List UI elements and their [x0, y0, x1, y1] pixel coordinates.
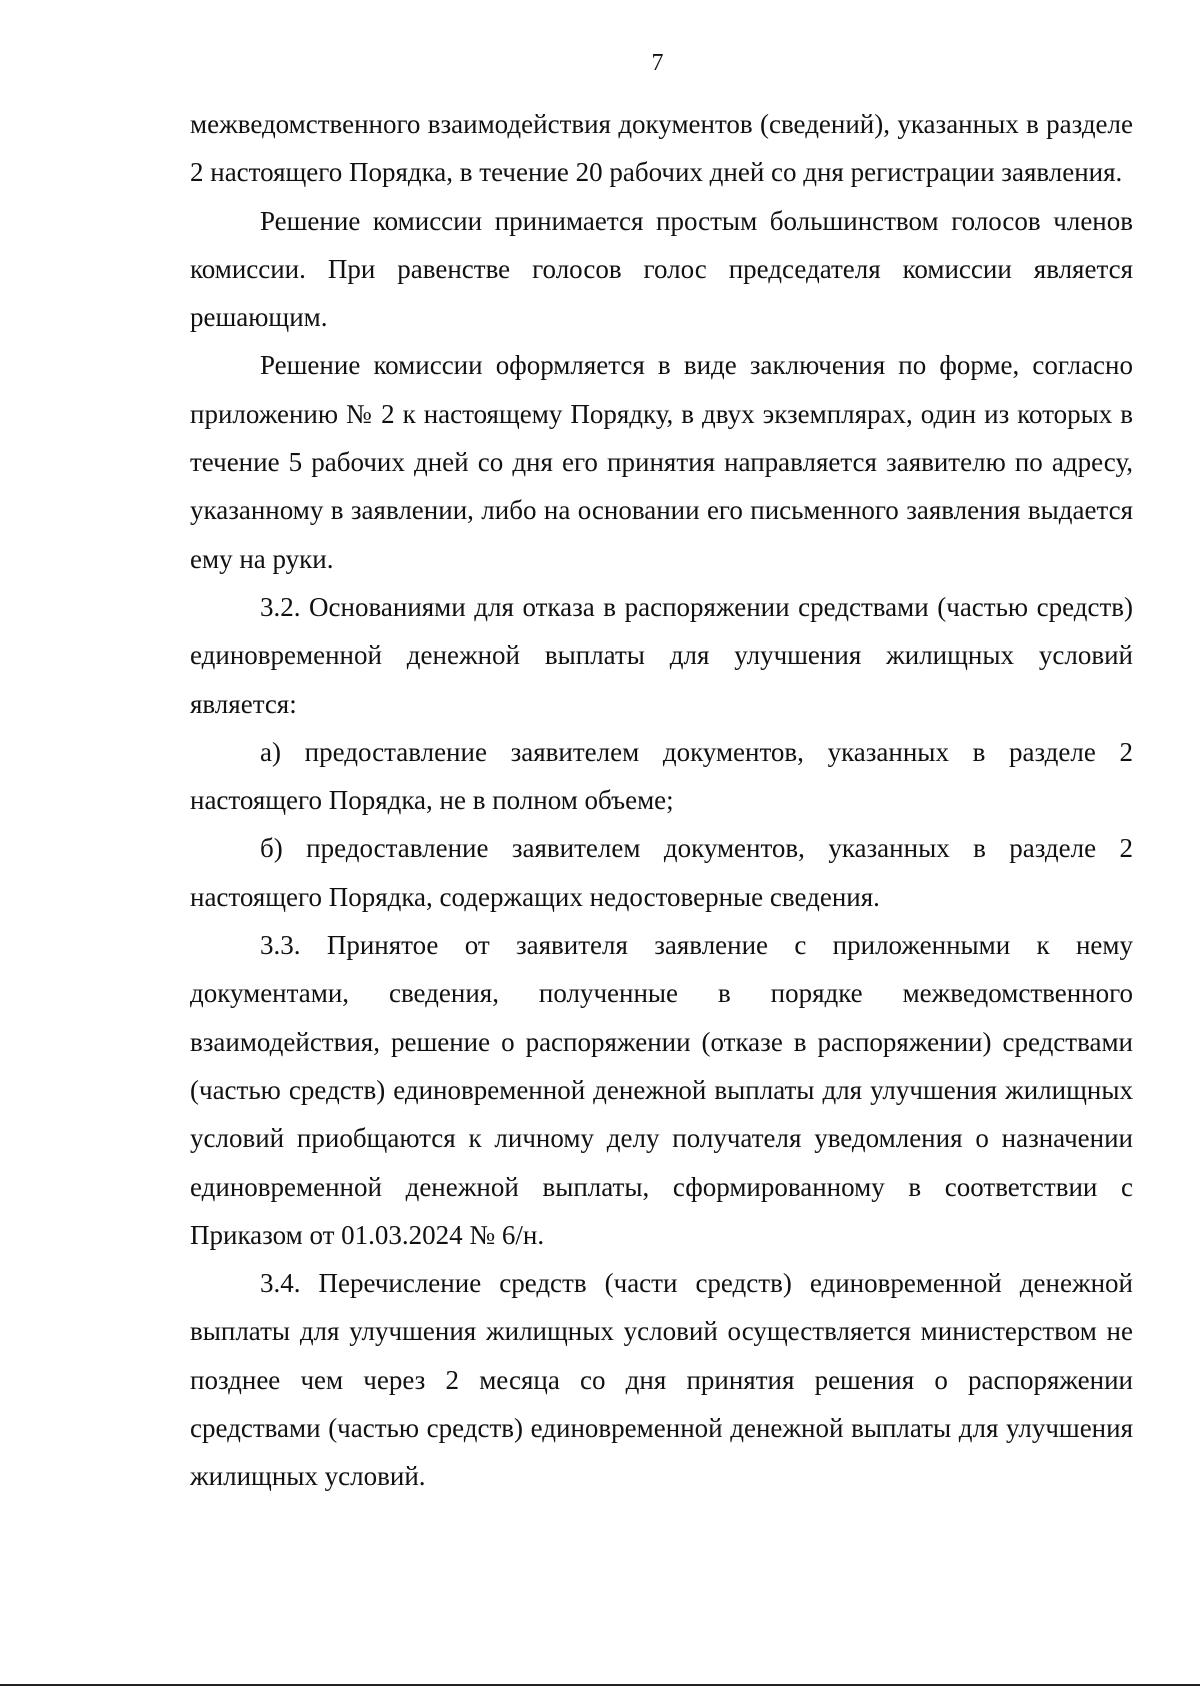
paragraph-continuation: межведомственного взаимодействия документов (сведений), указанных в разделе 2 настоящего Порядка, в течение 20 рабочих дней со дня регистрации заявления.: [190, 109, 1133, 188]
bottom-rule: [0, 1684, 1200, 1686]
paragraph-3-3: 3.3. Принятое от заявителя заявление с приложенными к нему документами, сведения, полученные в порядке межведомственного взаимодействия, решение о распоряжении (отказе в распоряжении) средствами (частью средств) единовременной денежной выплаты для улучшения жилищных условий приобщаются к личному делу получателя уведомления о назначении единовременной денежной выплаты, сформированному в соответствии с Приказом от 01.03.2024 № 6/н.: [190, 930, 1133, 1250]
paragraph-3-4: 3.4. Перечисление средств (части средств) единовременной денежной выплаты для улучшения жилищных условий осуществляется министерством не позднее чем через 2 месяца со дня принятия решения о распоряжении средствами (частью средств) единовременной денежной выплаты для улучшения жилищных условий.: [190, 1268, 1133, 1492]
paragraph-3-2-b: б) предоставление заявителем документов, указанных в разделе 2 настоящего Порядка, содержащих недостоверные сведения.: [190, 833, 1133, 912]
paragraph-3-2: 3.2. Основаниями для отказа в распоряжении средствами (частью средств) единовременной денежной выплаты для улучшения жилищных условий является:: [190, 591, 1133, 719]
page-number: 7: [651, 50, 664, 76]
paragraph-3-2-a: а) предоставление заявителем документов, указанных в разделе 2 настоящего Порядка, не в полном объеме;: [190, 736, 1133, 816]
paragraph-commission-decision-form: Решение комиссии оформляется в виде заключения по форме, согласно приложению № 2 к настоящему Порядку, в двух экземплярах, один из которых в течение 5 рабочих дней со дня его принятия направляется заявителю по адресу, указанному в заявлении, либо на основании его письменного заявления выдается ему на руки.: [190, 350, 1133, 574]
paragraph-commission-decision-vote: Решение комиссии принимается простым большинством голосов членов комиссии. При равенстве голосов голос председателя комиссии является решающим.: [190, 205, 1133, 333]
document-body: [190, 100, 1133, 1501]
